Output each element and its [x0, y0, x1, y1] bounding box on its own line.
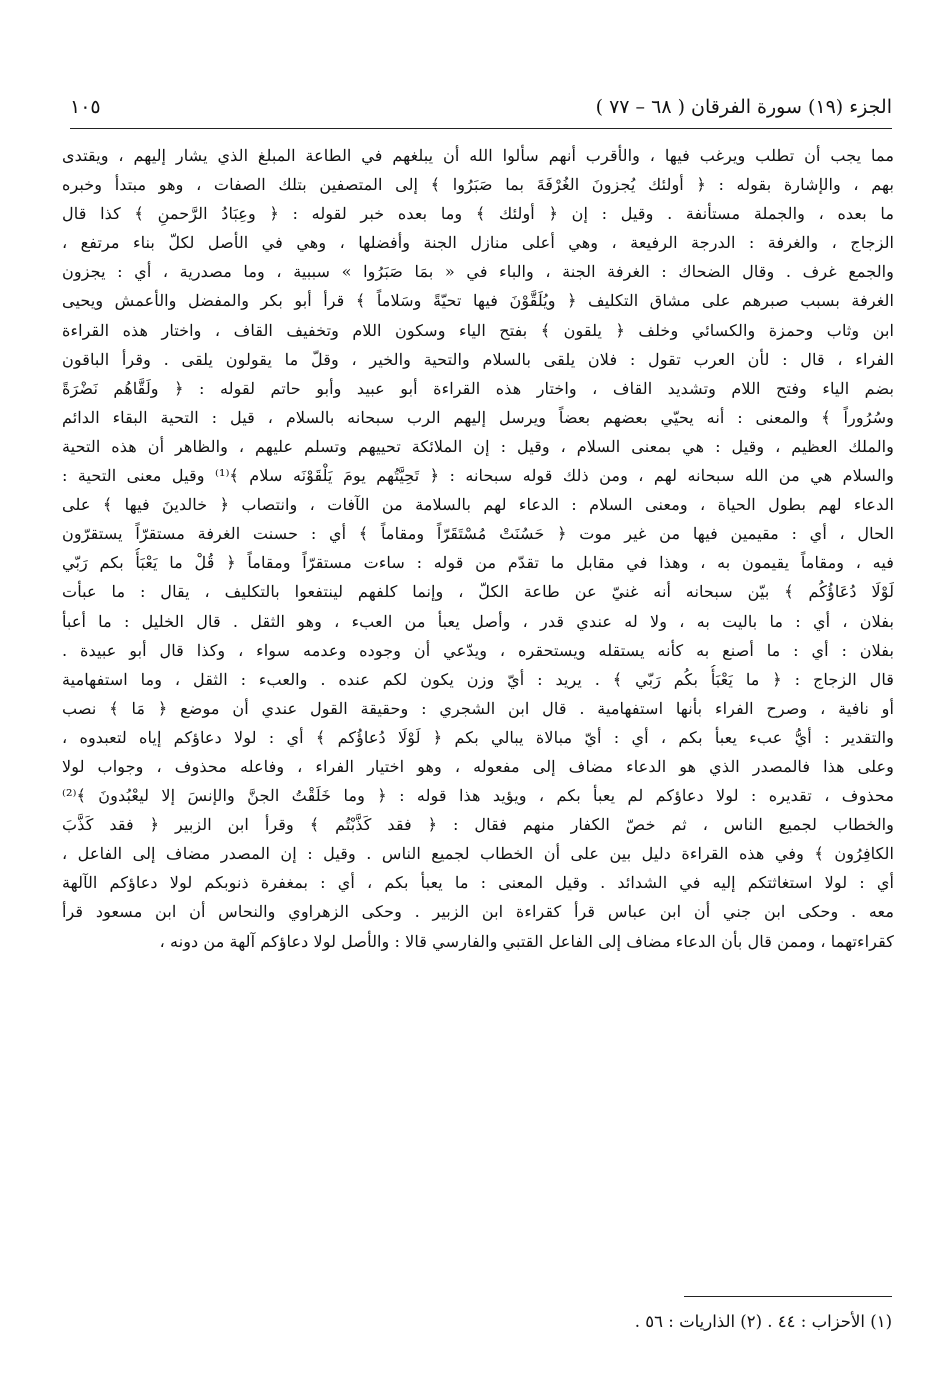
body-text — [62, 141, 894, 956]
text-line: وعلى هذا فالمصدر الذي هو الدعاء مضاف إلى مفعوله ، وهو اختيار الفراء ، وفاعله محذوف ، وجواب لولا — [62, 756, 894, 776]
running-title: الجزء (١٩) سورة الفرقان ( ٦٨ – ٧٧ ) — [595, 96, 892, 118]
text-line: بضم الياء وفتح اللام وتشديد القاف ، واختار هذه القراءة أبو عبيد وأبو حاتم لقوله : ﴿ ولَقَّاهُم نَضْرَةً — [62, 378, 894, 398]
text-line: الزجاج ، والغرفة : الدرجة الرفيعة ، وهي أعلى منازل الجنة وأفضلها ، وهي في الأصل لكلّ بناء مرتفع ، — [62, 233, 894, 253]
text-line: بهم ، والإشارة بقوله : ﴿ أولئك يُجزونَ الغُرْفَةَ بما صَبَرُوا ﴾ إلى المتصفين بتلك الصفات ، وهو مبتدأ وخبره — [62, 175, 894, 195]
text-line: الفراء ، قال : لأن العرب تقول : فلان يلقى بالسلام والتحية والخير ، وقلّ ما يقولون يلقى . وقرأ الباقون — [62, 349, 894, 369]
text-line: والسلام هي من الله سبحانه لهم ، ومن ذلك قوله سبحانه : ﴿ تَحِيَّتُهم يومَ يَلْقَوْنَه سلام ﴾⁽¹⁾ وقيل معنى التحية : — [62, 466, 894, 486]
page-header — [70, 92, 892, 126]
text-line: كقراءتهما ، وممن قال بأن الدعاء مضاف إلى الفاعل القتبي والفارسي قالا : والأصل لولا دعاؤكم آلهة من دونه ، — [159, 931, 894, 951]
text-line: أي : لولا استغاثتكم إليه في الشدائد . وقيل المعنى : ما يعبأ بكم ، أي : بمغفرة ذنوبكم لولا دعاؤكم الآلهة — [62, 873, 894, 893]
text-line: محذوف ، تقديره : لولا دعاؤكم لم يعبأ بكم ، ويؤيد هذا قوله : ﴿ وما خَلَقْتُ الجنَّ والإنسَ إلا ليعْبُدونَ ﴾⁽²⁾ — [62, 786, 894, 806]
text-line: ما بعده ، والجملة مستأنفة . وقيل : إن ﴿ أولئك ﴾ وما بعده خبر لقوله : ﴿ وعِبَادُ الرَّحمنِ ﴾ كذا قال — [62, 204, 894, 224]
text-line: بفلان ، أي : ما باليت به ، ولا له عندي قدر ، وأصل يعبأ من العبء ، وهو الثقل . قال الخليل : ما أعبأ — [62, 611, 894, 631]
text-line: فيه ، ومقاماً يقيمون به ، وهذا في مقابل ما تقدّم من قوله : ساءت مستقرّاً ومقاماً ﴿ قُلْ ما يَعْبَأُ بكم رَبّي — [62, 553, 894, 573]
text-line: بفلان : أي : ما أصنع به كأنه يستقله ويستحقره ، ويدّعي أن وجوده وعدمه سواء ، وكذا قال أبو عبيدة . — [62, 640, 894, 660]
text-line: أو نافية ، وصرح الفراء بأنها استفهامية . قال ابن الشجري : وحقيقة القول عندي أن موضع ﴿ مَا ﴾ نصب — [62, 698, 894, 718]
text-line: ابن وثاب وحمزة والكسائي وخلف ﴿ يلقون ﴾ بفتح الياء وسكون اللام وتخفيف القاف ، واختار هذه القراءة — [62, 320, 894, 340]
text-line: معه . وحكى ابن جني أن ابن عباس قرأ كقراءة ابن الزبير . وحكى الزهراوي والنحاس أن ابن مسعود قرأ — [62, 902, 894, 922]
text-line: مما يجب أن تطلب ويرغب فيها ، والأقرب أنهم سألوا الله أن يبلغهم في الطاعة المبلغ الذي يشار إليهم ، ويقتدى — [62, 146, 894, 165]
text-line: قال الزجاج : ﴿ ما يَعْبَأُ بكُم رَبّي ﴾ . يريد : أيّ وزن يكون لكم عنده . والعبء : الثقل ، وما استفهامية — [62, 669, 894, 689]
text-line: وسُرُوراً ﴾ والمعنى : أنه يحيّي بعضهم بعضاً ويرسل إليهم الرب سبحانه بالسلام ، قيل : التحية البقاء الدائم — [62, 407, 894, 427]
text-line: والخطاب لجميع الناس ، ثم خصّ الكفار منهم فقال : ﴿ فقد كَذَّبْتُم ﴾ وقرأ ابن الزبير ﴿ فقد كَذَّبَ — [62, 815, 894, 835]
text-line: والتقدير : أيُّ عبء يعبأ بكم ، أي : أيّ مبالاة يبالي بكم ﴿ لَوْلَا دُعاؤُكم ﴾ أي : لولا دعاؤكم إياه لتعبدوه ، — [62, 727, 894, 747]
text-line: لَوْلَا دُعَاؤُكُم ﴾ بيّن سبحانه أنه غنيّ عن طاعة الكلّ ، وإنما كلفهم لينتفعوا بالتكليف ، يقال : ما عبأت — [62, 582, 894, 602]
text-line: الكافِرُون ﴾ وفي هذه القراءة دليل بين على أن الخطاب لجميع الناس . وقيل : إن المصدر مضاف إلى الفاعل ، — [62, 844, 894, 864]
text-line: والجمع غرف . وقال الضحاك : الغرفة الجنة ، والباء في « بمَا صَبَرُوا » سببية ، وما مصدرية ، أي : يجزون — [62, 262, 894, 282]
page-number: ١٠٥ — [70, 96, 101, 118]
header-divider — [70, 128, 892, 129]
text-line: الحال ، أي : مقيمين فيها من غير موت ﴿ حَسُنَتْ مُسْتَقَرّاً ومقاماً ﴾ أي : حسنت الغرفة مستقرّاً يستقرّون — [62, 524, 894, 544]
text-line: الغرفة بسبب صبرهم على مشاق التكليف ﴿ ويُلَقَّوْنَ فيها تحيّةً وسَلاماً ﴾ قرأ أبو بكر والمفضل والأعمش ويحيى — [62, 291, 894, 311]
text-line: الدعاء لهم بطول الحياة ، ومعنى السلام : الدعاء لهم بالسلامة من الآفات ، وانتصاب ﴿ خالدينَ فيها ﴾ على — [62, 495, 894, 515]
footnote-divider — [684, 1296, 892, 1297]
text-line: والملك العظيم ، وقيل : هي بمعنى السلام ، وقيل : إن الملائكة تحييهم وتسلم عليهم ، والظاهر أن هذه التحية — [62, 436, 894, 456]
footnote: (١) الأحزاب : ٤٤ . (٢) الذاريات : ٥٦ . — [634, 1312, 892, 1331]
